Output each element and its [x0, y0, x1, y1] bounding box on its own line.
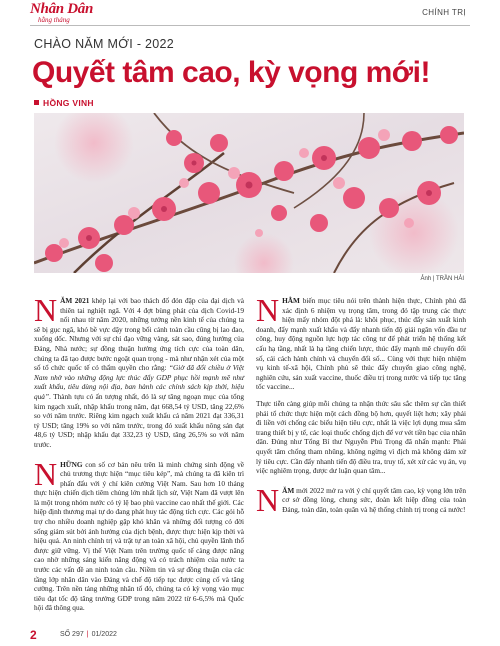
lead-in: HẰM [282, 296, 300, 305]
article-paragraph [34, 455, 244, 614]
drop-cap: N [34, 455, 58, 492]
article-paragraph [256, 399, 466, 476]
peach-blossom-illustration [34, 113, 464, 273]
article-paragraph [256, 292, 466, 392]
issue-info [60, 631, 117, 638]
lead-in: ĂM 2021 [60, 296, 90, 305]
paragraph-text: Thực tiễn càng giúp mỗi chúng ta nhận thức sâu sắc thêm sự cần thiết phải tổ chức thực hiện một cách đồng bộ hơn, quyết liệt hơn; xây phải đi liền với chống các biểu hiện tiêu cực, nhất là việc lợi dụng mua sắm trang thiết bị y tế, các loại thuốc chống dịch để vơ vét tiền bạc của nhân dân. Đúng như Tổng Bí thư Nguyễn Phú Trọng đã nhấn mạnh: Phải quyết tâm chống tham nhũng, không ngừng vì địch mà không dám xử lý tiêu cực. Cần đẩy nhanh tiến độ điều tra, truy tố, xét xử các vụ án, vụ việc nghiêm trọng, được dư luận quan tâm... [256, 398, 466, 476]
article-paragraph [34, 292, 245, 450]
issue-number: SỐ 297 [60, 631, 84, 638]
article-headline: Quyết tâm cao, kỳ vọng mới! [32, 56, 430, 89]
article-kicker: CHÀO NĂM MỚI - 2022 [34, 37, 175, 51]
drop-cap: N [34, 292, 58, 328]
author-name: HỒNG VINH [43, 98, 94, 108]
issue-separator: | [86, 631, 89, 638]
publication-logo [30, 2, 96, 24]
article-column-right [256, 292, 466, 521]
paragraph-text-tail: . Thành tựu có ấn tượng nhất, đó là sự tăng ngoạn mục của tổng kim ngạch xuất, nhập khẩu trong năm, đạt 668,54 tỷ USD, tăng 22,6% so với năm trước. Riêng kim ngạch xuất khẩu cả năm 2021 đạt 336,31 tỷ USD; tăng 19% so với năm trước, trong đó xuất khẩu nông sản đạt 48,6 tỷ USD; nhập khẩu đạt 332,23 tỷ USD, tăng 26,5% so với năm trước. [34, 391, 244, 449]
article-paragraph [256, 481, 466, 518]
lead-in: HỮNG [60, 459, 83, 469]
drop-cap: N [256, 481, 280, 518]
logo-sub-text: hằng tháng [38, 16, 70, 24]
article-photo [34, 113, 464, 273]
logo-main-text: Nhân Dân [30, 1, 94, 17]
issue-date: 01/2022 [91, 631, 117, 638]
paragraph-text: mới 2022 mở ra với ý chí quyết tâm cao, kỳ vọng lớn trên cơ sở đồng lòng, chung sức, đoàn kết hiệp đồng của toàn Đảng, toàn dân, toàn quân và hệ thống chính trị trong cả nước! [282, 485, 466, 514]
drop-cap: N [256, 292, 280, 328]
author-marker-icon [34, 100, 39, 105]
paragraph-quote: “Giờ đã đổi chiều ở Việt Nam nhờ vào những động lực thúc đẩy GDP phục hồi mạnh mẽ như xuất khẩu, tiêu dùng nội địa, ban hành các chính sách kịp thời, hiệu quả” [34, 363, 244, 401]
photo-credit: Ảnh | TRẦN HẢI [420, 276, 464, 282]
article-author [34, 98, 94, 108]
section-label: CHÍNH TRỊ [422, 8, 466, 17]
header-divider [30, 25, 470, 26]
page-footer [0, 628, 500, 646]
paragraph-text: biến mục tiêu nói trên thành hiện thực, Chính phủ đã xác định 6 nhiệm vụ trọng tâm, trong đó tập trung các thực hiện mấy nhóm đột phá là: khôi phục, thúc đẩy sản xuất kinh doanh, đẩy mạnh xuất khẩu và đẩy nhanh tiến độ giải ngân vốn đầu tư công, huy động nguồn lực hợp tác công tư để phát triển hệ thống kết cấu hạ tầng, nhất là hạ tầng chiến lược, thúc đẩy mạnh mẽ chuyển đổi số, cải cách hành chính và chuyển đổi số... Cùng với thực hiện nhiệm vụ kinh tế-xã hội, Chính phủ sẽ thúc đẩy chuyển giao công nghệ, nghiên cứu, sản xuất vaccine, thuốc điều trị trong nước và tiếp tục tăng tốc vaccine... [256, 296, 466, 392]
paragraph-text: khép lại với bao thách đố đón đập của đại dịch và thiên tai nghiệt ngã. Với 4 đợt bùng phát của dịch Covid-19 nối nhau từ năm 2020, những tưởng nền kinh tế của chúng ta sẽ bị gục ngã, khó bề vực dậy trong bối cảnh toàn cầu cũng bị lao đao, xuống dốc. Nhưng với sự chỉ đạo vững vàng, sát sao, đúng hướng của Đảng, Nhà nước; sự đồng thuận hưởng ứng tích cực của toàn dân, chúng ta đã tạo được bước ngoặt quan trọng - mà như nhận xét của một số tổ chức quốc tế có thẩm quyền cho rằng: [34, 296, 245, 373]
page-header [0, 0, 500, 26]
article-column-left [34, 292, 245, 620]
page-number: 2 [30, 628, 37, 642]
paragraph-text: con số cơ bản nêu trên là minh chứng sinh động về chủ trương thực hiện “mục tiêu kép”, mà chúng ta đã kiên trì phấn đấu với ý chí kiên cường Việt Nam. Sau hơn 10 tháng thực hiện chiến dịch tiêm chủng lớn nhất lịch sử, Việt Nam đã vượt lên là một trong nhóm nước có tỷ lệ bao phủ vaccine cao nhất thế giới. Các hiệp định thương mại tự do đang phát huy tác động tích cực. Các gói hỗ trợ cho nhiều doanh nghiệp gặp khó khăn và những đối tượng có đời sống giảm sút bởi ảnh hưởng của dịch bệnh, được thực hiện kịp thời và hiệu quả. An ninh chính trị và trật tự an toàn xã hội, chủ quyền lãnh thổ được giữ vững. Vị thế Việt Nam trên trường quốc tế càng được nâng cao nhờ những sáng kiến năng động và có trách nhiệm của nước ta trước các vấn đề an ninh toàn cầu. Niềm tin và sự đồng thuận của các tầng lớp nhân dân vào Đảng và chế độ tiếp tục được củng cố và tăng cường. Trên nền tảng những nhân tố đó, chúng ta có kỳ vọng vào mục tiêu đạt tốc độ tăng trưởng GDP trong năm 2022 từ 6-6,5% mà Quốc hội đã thông qua. [34, 459, 244, 613]
lead-in: ĂM [282, 485, 295, 495]
